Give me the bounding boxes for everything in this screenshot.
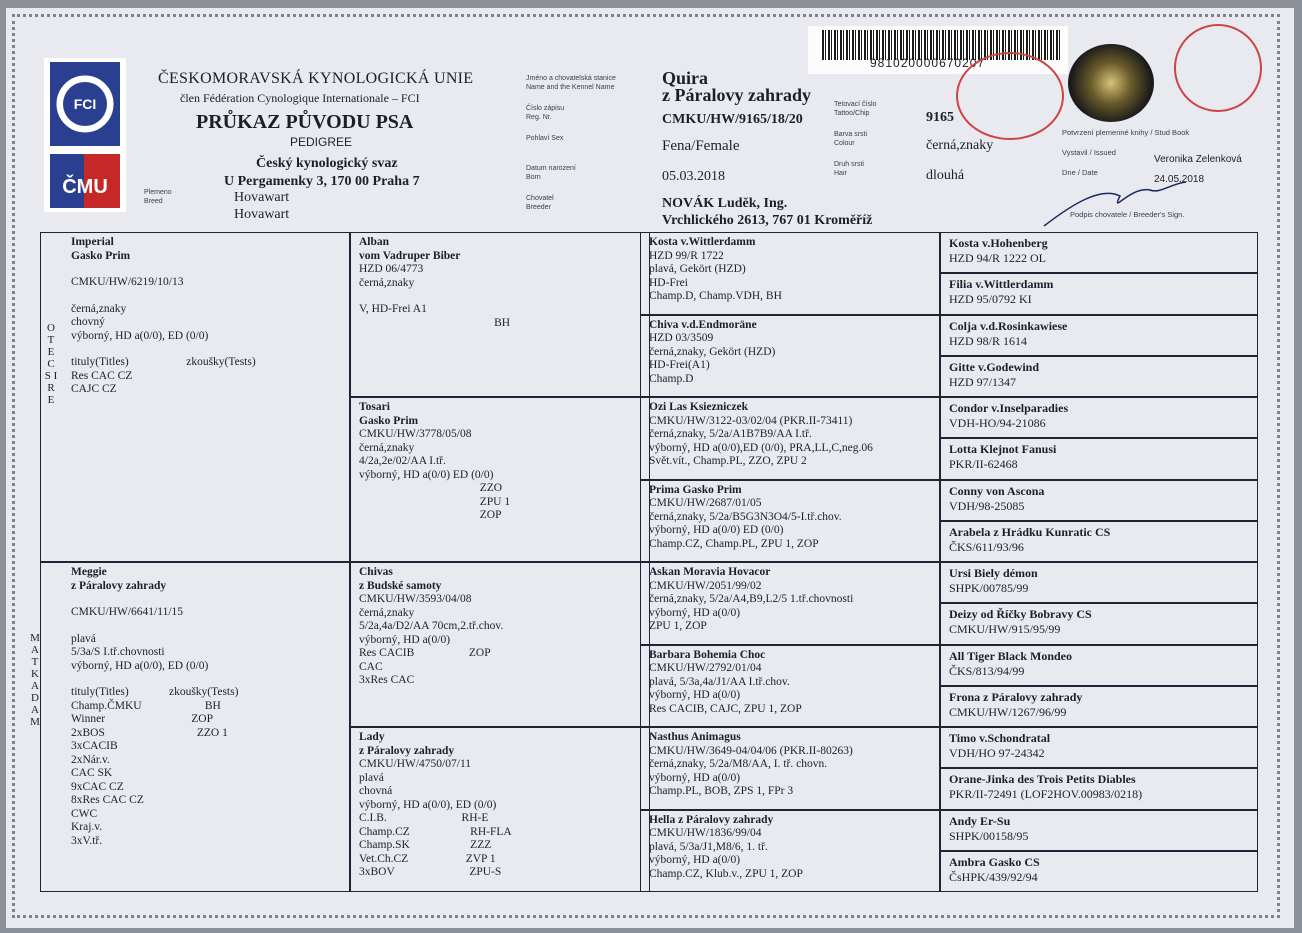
issued-by: Veronika Zelenková (1154, 154, 1242, 165)
dog-detail-line: chovná (359, 785, 393, 797)
dog-name-line: Chiva v.d.Endmoräne (649, 318, 757, 331)
dog-name-line: Condor v.Inselparadies (949, 401, 1069, 415)
dog-detail-line: CMKU/HW/2687/01/05 (649, 497, 762, 509)
dog-name-line: Ursi Biely démon (949, 566, 1038, 580)
hair-value: dlouhá (926, 168, 965, 183)
dog-detail-line: výborný, HD a(0/0), ED (0/0) (71, 329, 209, 342)
dog-detail-line (71, 343, 341, 356)
colour-value: černá,znaky (926, 138, 994, 153)
sex-label: Pohlaví Sex (526, 135, 564, 142)
pedigree-table (30, 232, 1258, 892)
dog-name-line: Chivas (359, 566, 393, 578)
dog-name-line: Ozi Las Ksiezniczek (649, 401, 749, 413)
great-grandparent-cell (640, 645, 940, 728)
dog-name-line: Conny von Ascona (949, 483, 1045, 498)
dog-detail-line: 2xBOS ZZO 1 (71, 726, 228, 739)
document-subtitle: PEDIGREE (290, 135, 353, 149)
dog-name-line: Andy Er-Su (949, 813, 1011, 828)
grandparent-cell (350, 562, 650, 727)
dog-detail-line: plavá, Gekört (HZD) (649, 263, 746, 275)
dog-detail-line: C.I.B. RH-E (359, 812, 489, 824)
dog-detail-line: Champ.ČMKU BH (71, 699, 221, 712)
dog-detail-line: Champ.CZ, Klub.v., ZPU 1, ZOP (649, 867, 803, 880)
dog-detail-line: Champ.CZ, Champ.PL, ZPU 1, ZOP (649, 537, 819, 550)
dog-detail-line: CMKU/HW/2792/01/04 (649, 662, 762, 674)
dog-detail-line: Champ.D (649, 372, 694, 385)
dog-detail-line: plavá, 5/3a/J1,M8/6, 1. tř. (649, 840, 768, 853)
breeder-name: NOVÁK Luděk, Ing. (662, 196, 788, 211)
dog-detail-line: PKR/II-72491 (LOF2HOV.00983/0218) (949, 787, 1143, 802)
sire-side-label: O T E C S I R E (44, 322, 58, 406)
dog-name-line: Meggie (71, 566, 107, 578)
dog-detail-line (359, 290, 641, 303)
dog-detail-line: výborný, HD a(0/0) (649, 606, 741, 619)
dog-detail-line: ZOP (359, 509, 502, 521)
dog-detail-line: chovný (71, 316, 105, 328)
dog-name-line: Orane-Jinka des Trois Petits Diables (949, 772, 1136, 787)
great-great-grandparent-cell (940, 645, 1258, 686)
dog-detail-line: PKR/II-62468 (949, 457, 1018, 472)
dog-detail-line: HZD 98/R 1614 (949, 333, 1027, 348)
great-great-grandparent-cell (940, 562, 1258, 603)
great-great-grandparent-cell (940, 686, 1258, 727)
dog-detail-line: CMKU/HW/915/95/99 (949, 622, 1061, 637)
dog-detail-line: černá,znaky, 5/2a/A1B7B9/AA I.tř. (649, 428, 812, 440)
dog-detail-line: HZD 99/R 1722 (649, 249, 724, 262)
dog-detail-line: černá,znaky (359, 276, 415, 289)
dog-name-line: Colja v.d.Rosinkawiese (949, 318, 1068, 333)
dog-name-line: Lotta Klejnot Fanusi (949, 442, 1057, 457)
club-name: Český kynologický svaz (256, 156, 398, 171)
great-grandparent-cell (640, 480, 940, 563)
dog-detail-line: CMKU/HW/3122-03/02/04 (PKR.II-73411) (649, 414, 853, 427)
fci-membership: člen Fédération Cynologique Internationale – FCI (180, 91, 420, 105)
dog-detail-line: VDH/98-25085 (949, 498, 1025, 513)
hair-label: Druh srsti Hair (834, 161, 864, 177)
date-label: Dne / Date (1062, 168, 1098, 177)
dog-detail-line: ZPU 1 (359, 495, 511, 508)
org-name: ČESKOMORAVSKÁ KYNOLOGICKÁ UNIE (158, 70, 474, 87)
dog-detail-line: ZPU 1, ZOP (649, 620, 707, 632)
dog-detail-line: Champ.PL, BOB, ZPS 1, FPr 3 (649, 785, 794, 797)
dog-detail-line: Res CAC CZ (71, 369, 133, 382)
dam-side-label: M A T K A D A M (30, 632, 40, 728)
dog-detail-line: CMKU/HW/3649-04/04/06 (PKR.II-80263) (649, 744, 853, 757)
dog-detail-line: Vet.Ch.CZ ZVP 1 (359, 852, 496, 865)
dog-detail-line: Svět.vít., Champ.PL, ZZO, ZPU 2 (649, 455, 807, 467)
dog-name-line: Kosta v.Hohenberg (949, 236, 1048, 250)
dog-detail-line: plavá, 5/3a,4a/J1/AA I.tř.chov. (649, 675, 790, 688)
great-great-grandparent-cell (940, 603, 1258, 644)
dog-detail-line: HD-Frei (649, 276, 688, 289)
colour-label: Barva srsti Colour (834, 131, 868, 147)
club-address: U Pergamenky 3, 170 00 Praha 7 (224, 174, 420, 189)
great-great-grandparent-cell (940, 232, 1258, 273)
breed-value: Hovawart (234, 190, 290, 205)
great-grandparent-cell (640, 727, 940, 810)
dog-name-line: Alban (359, 236, 390, 248)
dog-name-line: Kosta v.Wittlerdamm (649, 236, 756, 248)
dog-detail-line (71, 593, 341, 606)
dog-detail-line: HZD 03/3509 (649, 332, 714, 344)
great-great-grandparent-cell (940, 356, 1258, 397)
dog-detail-line: plavá (359, 771, 384, 784)
great-great-grandparent-cell (940, 521, 1258, 562)
cmku-stamp (1174, 24, 1262, 112)
dog-detail-line: 2xNár.v. (71, 753, 110, 766)
dog-detail-line: výborný, HD a(0/0) ED (0/0) (649, 524, 784, 536)
great-great-grandparent-cell (940, 480, 1258, 521)
dog-detail-line: HZD 95/0792 KI (949, 292, 1032, 307)
dog-detail-line: z Páralovy zahrady (71, 579, 167, 592)
dog-detail-line (71, 290, 341, 303)
dog-detail-line: černá,znaky (359, 441, 415, 454)
dog-detail-line: HZD 94/R 1222 OL (949, 251, 1046, 265)
dog-detail-line: 3xRes CAC (359, 674, 415, 686)
dog-name-line: All Tiger Black Mondeo (949, 648, 1073, 663)
grandparent-cell (350, 397, 650, 562)
dog-detail-line: 5/3a/S I.tř.chovnosti (71, 646, 165, 658)
great-great-grandparent-cell (940, 438, 1258, 479)
dog-detail-line: černá,znaky (359, 606, 415, 619)
dog-detail-line: tituly(Titles) zkoušky(Tests) (71, 356, 256, 368)
dog-detail-line: 3xCACIB (71, 740, 118, 752)
dog-detail-line: Champ.CZ RH-FLA (359, 825, 512, 838)
dog-detail-line: černá,znaky, 5/2a/M8/AA, I. tř. chovn. (649, 758, 828, 770)
tattoo-label: Tetovací číslo Tattoo/Chip (834, 101, 877, 117)
great-great-grandparent-cell (940, 768, 1258, 809)
breed-label: Plemeno Breed (144, 189, 172, 205)
great-grandparent-cell (640, 397, 940, 480)
dog-detail-line: výborný, HD a(0/0) (649, 689, 741, 701)
dog-detail-line: HZD 06/4773 (359, 263, 424, 275)
dog-detail-line (71, 263, 341, 276)
hologram-seal (1068, 44, 1154, 122)
dog-detail-line: 8xRes CAC CZ (71, 794, 144, 806)
dog-name-line: Hella z Páralovy zahrady (649, 813, 774, 826)
dog-detail-line: výborný, HD a(0/0), ED (0/0) (359, 798, 497, 811)
stud-book-label: Potvrzení plemenné knihy / Stud Book (1062, 128, 1190, 137)
dog-detail-line: CWC (71, 807, 98, 820)
dog-name-line: Timo v.Schondratal (949, 731, 1051, 745)
dog-detail-line: CMKU/HW/1267/96/99 (949, 704, 1067, 719)
dog-reg-number: CMKU/HW/9165/18/20 (662, 112, 803, 127)
dog-detail-line: ČKS/611/93/96 (949, 539, 1024, 554)
dog-detail-line: Champ.SK ZZZ (359, 839, 492, 851)
great-great-grandparent-cell (940, 397, 1258, 438)
dog-detail-line: černá,znaky, 5/2a/B5G3N3O4/5-I.tř.chov. (649, 510, 842, 523)
dog-name-line: Filia v.Wittlerdamm (949, 277, 1054, 292)
great-great-grandparent-cell (940, 727, 1258, 768)
dog-detail-line: výborný, HD a(0/0) ED (0/0) (359, 468, 494, 481)
dog-detail-line: 3xV.tř. (71, 834, 103, 847)
dog-detail-line: Res CACIB ZOP (359, 647, 491, 659)
dog-detail-line: výborný, HD a(0/0),ED (0/0), PRA,LL,C,neg.06 (649, 441, 873, 454)
dog-detail-line: CMKU/HW/3593/04/08 (359, 593, 472, 605)
parent-cell (40, 232, 350, 562)
dog-detail-line: SHPK/00158/95 (949, 828, 1029, 843)
dog-detail-line: ZZO (359, 482, 503, 494)
dog-name-line: Tosari (359, 401, 390, 413)
fci-logo-text: FCI (73, 96, 97, 112)
dog-name-line: Lady (359, 731, 385, 743)
dog-name-line: Nasthus Animagus (649, 731, 741, 743)
dog-name-line: Gitte v.Godewind (949, 359, 1040, 374)
great-great-grandparent-cell (940, 851, 1258, 892)
dog-name-line: Askan Moravia Hovacor (649, 566, 771, 578)
dog-detail-line: Champ.D, Champ.VDH, BH (649, 290, 782, 302)
dog-detail-line (71, 620, 341, 633)
dog-detail-line (71, 673, 341, 686)
dog-detail-line: SHPK/00785/99 (949, 581, 1029, 595)
dog-detail-line: Gasko Prim (359, 414, 419, 427)
dog-detail-line: V, HD-Frei A1 (359, 303, 427, 315)
dog-name-line: Arabela z Hrádku Kunratic CS (949, 524, 1111, 539)
dog-detail-line: výborný, HD a(0/0) (649, 771, 741, 784)
breeder-address: Vrchlického 2613, 767 01 Kroměříž (662, 213, 873, 228)
dog-name-line: Deizy od Říčky Bobravy CS (949, 607, 1092, 622)
dog-detail-line: CMKU/HW/1836/99/04 (649, 827, 762, 839)
breeder-signature (1040, 176, 1190, 232)
tattoo-value: 9165 (926, 110, 954, 125)
dog-detail-line: z Páralovy zahrady (359, 744, 455, 757)
dog-detail-line: výborný, HD a(0/0) (359, 633, 451, 646)
dog-detail-line: ČKS/813/94/99 (949, 663, 1025, 678)
great-grandparent-cell (640, 562, 940, 645)
dog-detail-line: CAC (359, 660, 383, 673)
dog-detail-line: BH (359, 316, 511, 329)
dog-detail-line: tituly(Titles) zkoušky(Tests) (71, 686, 239, 698)
dog-detail-line: 3xBOV ZPU-S (359, 866, 502, 878)
grandparent-cell (350, 727, 650, 892)
chip-number: 981020000670207 (870, 56, 986, 70)
dog-detail-line: 5/2a,4a/D2/AA 70cm,2.tř.chov. (359, 620, 504, 632)
dog-name-line: Imperial (71, 236, 114, 248)
dog-name: Quira (662, 68, 709, 88)
document-title: PRŮKAZ PŮVODU PSA (196, 111, 414, 133)
dog-name-line: Barbara Bohemia Choc (649, 648, 766, 661)
dog-detail-line: VDH/HO 97-24342 (949, 746, 1045, 760)
dog-name-line: Frona z Páralovy zahrady (949, 689, 1083, 704)
breeder-sign-label: Podpis chovatele / Breeder's Sign. (1070, 210, 1185, 219)
dog-detail-line: CMKU/HW/6219/10/13 (71, 276, 184, 288)
cmu-logo-text: ČMU (62, 176, 108, 198)
dog-detail-line: HD-Frei(A1) (649, 359, 710, 371)
dog-name-line: Prima Gasko Prim (649, 483, 742, 496)
grandparent-cell (350, 232, 650, 397)
dog-born: 05.03.2018 (662, 169, 725, 184)
dog-detail-line: Kraj.v. (71, 821, 103, 833)
dog-detail-line: černá,znaky, Gekört (HZD) (649, 345, 776, 358)
great-great-grandparent-cell (940, 273, 1258, 314)
breed-value-en: Hovawart (234, 207, 290, 222)
great-great-grandparent-cell (940, 810, 1258, 851)
great-grandparent-cell (640, 315, 940, 398)
dog-detail-line: vom Vadruper Biber (359, 249, 461, 262)
dog-detail-line: z Budské samoty (359, 579, 442, 592)
dog-detail-line: černá,znaky, 5/2a/A4,B9,L2/5 1.tř.chovnosti (649, 593, 854, 605)
official-stamp (956, 52, 1064, 140)
great-grandparent-cell (640, 810, 940, 893)
dog-detail-line: CMKU/HW/4750/07/11 (359, 758, 472, 770)
reg-label: Číslo zápisu Reg. Nr. (526, 105, 565, 121)
dog-detail-line: CMKU/HW/2051/99/02 (649, 579, 762, 592)
dog-detail-line: ČsHPK/439/92/94 (949, 869, 1038, 884)
issued-label: Vystavil / Issued (1062, 148, 1116, 157)
dog-detail-line: CMKU/HW/6641/11/15 (71, 606, 184, 618)
dog-detail-line: 9xCAC CZ (71, 780, 124, 793)
great-great-grandparent-cell (940, 315, 1258, 356)
dog-detail-line: výborný, HD a(0/0) (649, 854, 741, 866)
dog-detail-line: černá,znaky (71, 302, 127, 315)
dog-detail-line: 4/2a,2e/02/AA I.tř. (359, 455, 446, 467)
logo-graphic (44, 58, 126, 212)
dog-detail-line: výborný, HD a(0/0), ED (0/0) (71, 659, 209, 672)
issue-date: 24.05.2018 (1154, 174, 1205, 185)
breeder-label: Chovatel Breeder (526, 195, 554, 211)
name-label: Jméno a chovatelská stanice Name and the Kennel Name (526, 75, 616, 91)
dog-detail-line: VDH-HO/94-21086 (949, 416, 1046, 430)
dog-kennel: z Páralovy zahrady (662, 85, 811, 105)
dog-sex: Fena/Female (662, 138, 740, 154)
parent-cell (40, 562, 350, 892)
born-label: Datum narození Born (526, 165, 576, 181)
fci-cmu-logo (44, 58, 126, 212)
dog-detail-line: CAC SK (71, 767, 113, 779)
dog-detail-line: HZD 97/1347 (949, 374, 1016, 389)
dog-detail-line: Winner ZOP (71, 713, 213, 725)
dog-detail-line: CAJC CZ (71, 383, 117, 395)
dog-detail-line: CMKU/HW/3778/05/08 (359, 428, 472, 440)
great-grandparent-cell (640, 232, 940, 315)
dog-name-line: Ambra Gasko CS (949, 854, 1040, 869)
dog-detail-line: Gasko Prim (71, 249, 131, 262)
dog-detail-line: Res CACIB, CAJC, ZPU 1, ZOP (649, 702, 802, 715)
dog-detail-line: plavá (71, 632, 96, 645)
